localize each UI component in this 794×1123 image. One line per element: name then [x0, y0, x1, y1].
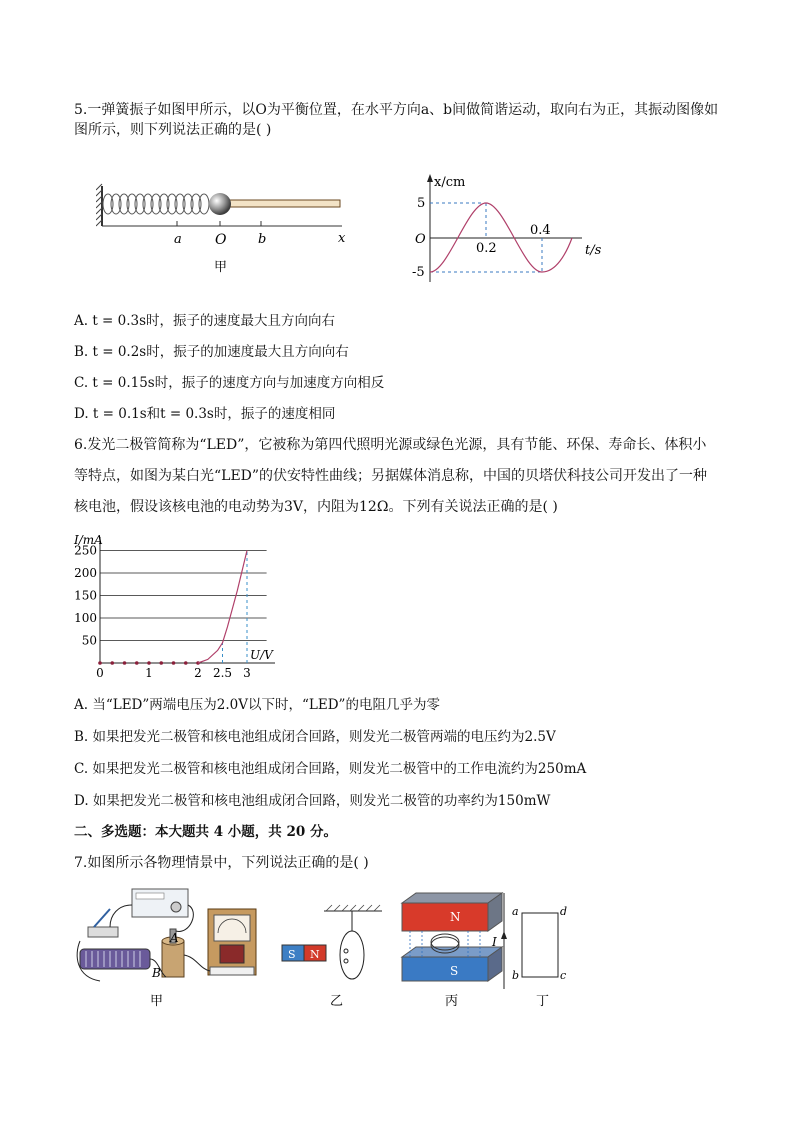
q6-line2: 等特点，如图为某白光“LED”的伏安特性曲线；另据媒体消息称，中国的贝塔伏科技公司开发出了一种 — [74, 468, 708, 484]
y-tick-150: 150 — [74, 588, 97, 603]
caption-jia-q7: 甲 — [150, 994, 164, 1009]
oscillator-ball — [209, 193, 231, 215]
q5-option-b: B. t = 0.2s时，振子的加速度最大且方向向右 — [74, 344, 349, 360]
figure-yi-magnet-ring — [282, 905, 382, 1009]
caption-jia: 甲 — [214, 260, 228, 275]
label-I: I — [492, 935, 497, 949]
zero-current-dot — [123, 661, 127, 665]
q7-figures — [70, 885, 730, 1015]
caption-ding: 丁 — [536, 994, 550, 1009]
label-c-corner: c — [560, 969, 567, 982]
label-a: a — [174, 232, 182, 247]
label-a-corner: a — [512, 905, 519, 918]
zero-current-dot — [172, 661, 176, 665]
q5-figure-spring — [96, 180, 376, 285]
zero-current-dot — [159, 661, 163, 665]
label-O: O — [215, 232, 227, 248]
q5-text: 5.一弹簧振子如图甲所示，以O为平衡位置，在水平方向a、b间做简谐运动，取向右为正，其振动图像如图所示，则下列说法正确的是( ) — [74, 102, 719, 138]
label-b: b — [258, 232, 267, 247]
zero-current-dot — [184, 661, 188, 665]
chart-x-label: U/V — [250, 648, 273, 662]
q6-line3: 核电池，假设该核电池的电动势为3V，内阻为12Ω。下列有关说法正确的是( ) — [74, 499, 558, 515]
q5-option-c: C. t = 0.15s时，振子的速度方向与加速度方向相反 — [74, 375, 385, 391]
label-A: A — [170, 931, 179, 945]
tick-0-4: 0.4 — [530, 223, 551, 238]
rect-loop — [522, 913, 558, 977]
tick-5: 5 — [417, 196, 426, 211]
y-axis-label: x/cm — [434, 175, 466, 190]
label-d-corner: d — [560, 905, 568, 918]
figure-jia-apparatus — [77, 889, 256, 1009]
x-tick-3: 3 — [243, 666, 251, 678]
x-tick-0: 0 — [96, 666, 104, 678]
label-x: x — [338, 231, 346, 246]
figure-bing-magnet-coil — [402, 893, 502, 1009]
label-b-corner: b — [512, 969, 520, 982]
q6-option-b: B. 如果把发光二极管和核电池组成闭合回路，则发光二极管两端的电压约为2.5V — [74, 729, 556, 745]
q5-option-d: D. t = 0.1s和t = 0.3s时，振子的速度相同 — [74, 406, 336, 422]
y-tick-200: 200 — [74, 566, 97, 580]
zero-current-dot — [135, 661, 139, 665]
label-B: B — [152, 966, 161, 980]
q6-option-a: A. 当“LED”两端电压为2.0V以下时，“LED”的电阻几乎为零 — [74, 697, 440, 713]
origin-label: O — [415, 232, 426, 247]
q6-led-iv-chart — [70, 533, 290, 678]
caption-yi: 乙 — [330, 994, 344, 1009]
tick-minus5: -5 — [412, 265, 425, 280]
q5-figure-vibration-graph — [410, 172, 610, 287]
section-multiple-choice: 二、多选题：本大题共 4 小题，共 20 分。 — [74, 824, 337, 840]
iv-curve — [198, 551, 247, 664]
zero-current-dot — [147, 661, 151, 665]
x-tick-2.5: 2.5 — [212, 666, 233, 678]
chart-y-label: I/mA — [74, 533, 103, 547]
yi-label-N: N — [310, 948, 320, 961]
tick-0-2: 0.2 — [476, 241, 497, 256]
q7-text: 7.如图所示各物理情景中，下列说法正确的是( ) — [74, 855, 369, 871]
q6-option-c: C. 如果把发光二极管和核电池组成闭合回路，则发光二极管中的工作电流约为250mA — [74, 761, 587, 777]
q6-line1: 6.发光二极管简称为“LED”，它被称为第四代照明光源或绿色光源，具有节能、环保、寿命长、体积小 — [74, 437, 707, 453]
q5-option-a: A. t = 0.3s时，振子的速度最大且方向向右 — [74, 313, 336, 329]
y-tick-100: 100 — [74, 611, 97, 625]
caption-bing: 丙 — [445, 994, 459, 1009]
x-tick-2: 2 — [194, 666, 202, 678]
y-tick-250: 250 — [74, 543, 97, 558]
zero-current-dot — [98, 661, 102, 665]
bing-label-S: S — [450, 964, 459, 978]
yi-label-S: S — [288, 948, 296, 961]
y-tick-50: 50 — [81, 633, 97, 648]
x-tick-1: 1 — [145, 666, 153, 678]
q6-option-d: D. 如果把发光二极管和核电池组成闭合回路，则发光二极管的功率约为150mW — [74, 793, 551, 809]
zero-current-dot — [110, 661, 114, 665]
bing-label-N: N — [450, 910, 461, 924]
x-axis-label: t/s — [585, 243, 602, 258]
metal-ring — [340, 931, 364, 979]
